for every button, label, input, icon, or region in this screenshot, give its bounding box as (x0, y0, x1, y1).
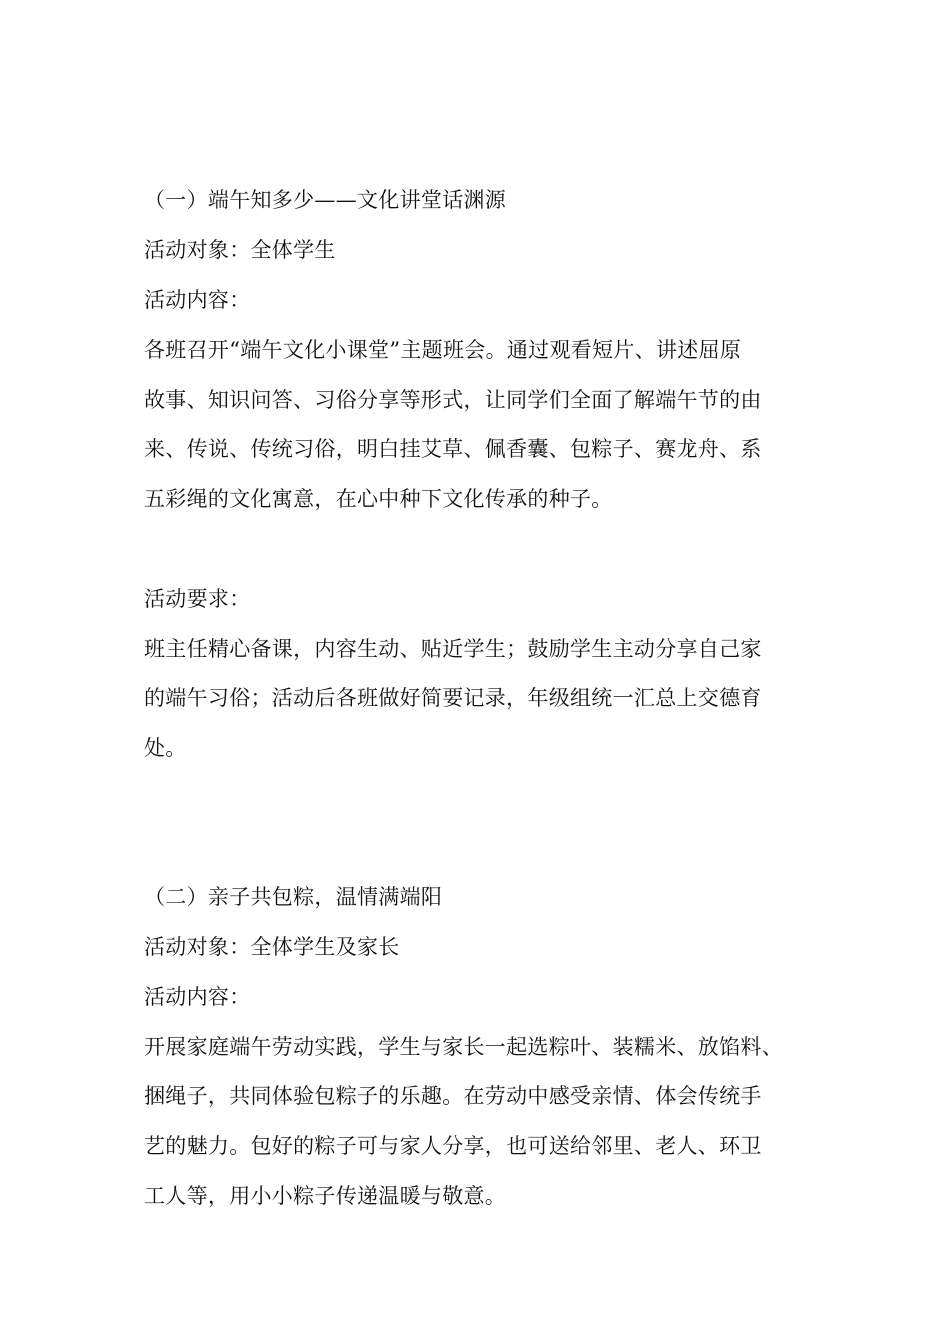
section-1-title: （一）端午知多少——文化讲堂话渊源 (144, 188, 507, 212)
section-1-requirement-line: 班主任精心备课，内容生动、贴近学生；鼓励学生主动分享自己家 (144, 637, 762, 661)
section-1-content-label: 活动内容： (144, 288, 251, 312)
section-1-content-line: 来、传说、传统习俗，明白挂艾草、佩香囊、包粽子、赛龙舟、系 (144, 437, 762, 461)
section-1-content-line: 五彩绳的文化寓意，在心中种下文化传承的种子。 (144, 487, 613, 511)
section-1-requirement-line: 的端午习俗；活动后各班做好简要记录，年级组统一汇总上交德育 (144, 686, 762, 710)
section-2-title: （二）亲子共包粽，温情满端阳 (144, 885, 443, 909)
section-2-content-line: 捆绳子，共同体验包粽子的乐趣。在劳动中感受亲情、体会传统手 (144, 1084, 762, 1108)
section-1-target: 活动对象：全体学生 (144, 238, 336, 262)
section-2-content-line: 艺的魅力。包好的粽子可与家人分享，也可送给邻里、老人、环卫 (144, 1134, 762, 1158)
section-2-target: 活动对象：全体学生及家长 (144, 935, 400, 959)
section-2-content-label: 活动内容： (144, 985, 251, 1009)
section-1-content-line: 各班召开“端午文化小课堂”主题班会。通过观看短片、讲述屈原 (144, 338, 742, 362)
section-2-content-line: 开展家庭端午劳动实践，学生与家长一起选粽叶、装糯米、放馅料、 (144, 1035, 783, 1059)
section-1-requirement-label: 活动要求： (144, 587, 251, 611)
section-1-content-line: 故事、知识问答、习俗分享等形式，让同学们全面了解端午节的由 (144, 388, 762, 412)
section-2-content-line: 工人等，用小小粽子传递温暖与敬意。 (144, 1184, 507, 1208)
section-1-requirement-line: 处。 (144, 736, 187, 760)
